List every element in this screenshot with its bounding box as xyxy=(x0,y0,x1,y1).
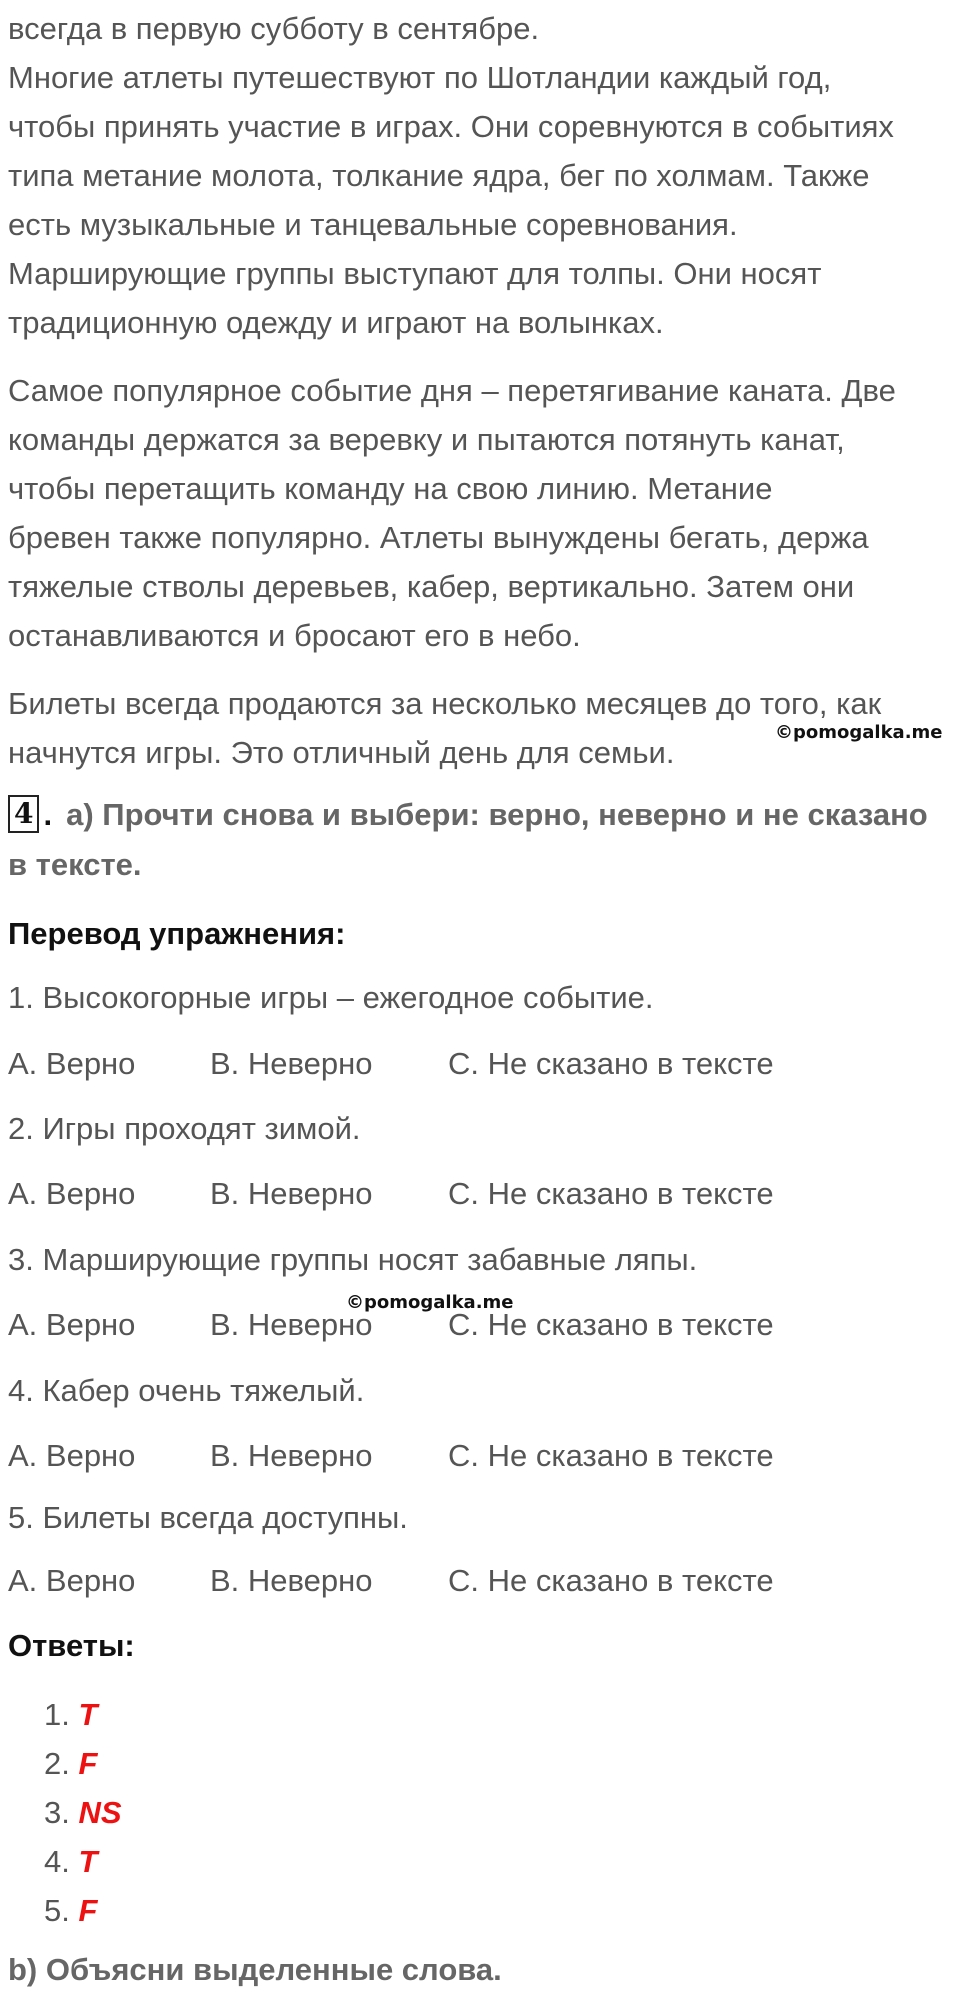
option-b: B. Неверно xyxy=(210,1438,373,1473)
paragraph-line: чтобы принять участие в играх. Они соревнуются в событиях xyxy=(8,109,894,144)
question-1: 1. Высокогорные игры – ежегодное событие. xyxy=(8,980,654,1015)
text-paragraph-2 xyxy=(8,366,958,660)
option-c: C. Не сказано в тексте xyxy=(448,1563,774,1598)
paragraph-line: тяжелые стволы деревьев, кабер, вертикально. Затем они xyxy=(8,569,855,604)
answers-title: Ответы: xyxy=(8,1628,135,1663)
answer-value: F xyxy=(78,1746,98,1781)
answer-item xyxy=(44,1690,122,1739)
option-a: A. Верно xyxy=(8,1563,136,1598)
paragraph-line: Многие атлеты путешествуют по Шотландии каждый год, xyxy=(8,60,832,95)
paragraph-line: останавливаются и бросают его в небо. xyxy=(8,618,581,653)
answer-number: 5. xyxy=(44,1893,70,1928)
answer-number: 4. xyxy=(44,1844,70,1879)
paragraph-line: команды держатся за веревку и пытаются потянуть канат, xyxy=(8,422,845,457)
paragraph-line: Самое популярное событие дня – перетягивание каната. Две xyxy=(8,373,896,408)
question-2-options xyxy=(8,1174,908,1214)
option-c: C. Не сказано в тексте xyxy=(448,1046,774,1081)
question-3: 3. Марширующие группы носят забавные ляпы. xyxy=(8,1242,698,1277)
paragraph-line: бревен также популярно. Атлеты вынуждены бегать, держа xyxy=(8,520,869,555)
option-b: B. Неверно xyxy=(210,1046,373,1081)
question-3-options xyxy=(8,1305,908,1345)
option-c: C. Не сказано в тексте xyxy=(448,1176,774,1211)
answer-value: T xyxy=(78,1844,98,1879)
paragraph-line: Билеты всегда продаются за несколько месяцев до того, как xyxy=(8,686,882,721)
paragraph-line: традиционную одежду и играют на волынках. xyxy=(8,305,664,340)
option-c: C. Не сказано в тексте xyxy=(448,1438,774,1473)
paragraph-line: начнутся игры. Это отличный день для семьи. xyxy=(8,735,675,770)
question-5: 5. Билеты всегда доступны. xyxy=(8,1500,408,1535)
paragraph-line: чтобы перетащить команду на свою линию. Метание xyxy=(8,471,773,506)
answer-value: T xyxy=(78,1697,98,1732)
option-b: B. Неверно xyxy=(210,1176,373,1211)
answer-number: 1. xyxy=(44,1697,70,1732)
option-a: A. Верно xyxy=(8,1438,136,1473)
option-c: C. Не сказано в тексте xyxy=(448,1307,774,1342)
option-a: A. Верно xyxy=(8,1176,136,1211)
task-heading-line-2: в тексте. xyxy=(8,847,142,882)
answer-value: F xyxy=(78,1893,98,1928)
option-a: A. Верно xyxy=(8,1046,136,1081)
answer-number: 3. xyxy=(44,1795,70,1830)
answer-number: 2. xyxy=(44,1746,70,1781)
task-number-box: 4 xyxy=(8,795,39,833)
task-heading xyxy=(8,790,958,890)
question-2: 2. Игры проходят зимой. xyxy=(8,1111,361,1146)
option-a: A. Верно xyxy=(8,1307,136,1342)
question-5-options xyxy=(8,1561,908,1601)
question-1-options xyxy=(8,1044,908,1084)
answer-item xyxy=(44,1788,122,1837)
translation-title: Перевод упражнения: xyxy=(8,916,346,951)
next-task-heading: b) Объясни выделенные слова. xyxy=(8,1952,502,1987)
task-heading-line-1: a) Прочти снова и выбери: верно, неверно и не сказано xyxy=(66,797,928,832)
paragraph-line: Марширующие группы выступают для толпы. Они носят xyxy=(8,256,822,291)
task-number-dot: . xyxy=(43,797,53,832)
watermark: ©pomogalka.me xyxy=(775,722,943,743)
paragraph-line: типа метание молота, толкание ядра, бег по холмам. Также xyxy=(8,158,870,193)
paragraph-line: всегда в первую субботу в сентябре. xyxy=(8,11,540,46)
watermark: ©pomogalka.me xyxy=(346,1292,514,1313)
answer-item xyxy=(44,1837,122,1886)
question-4: 4. Кабер очень тяжелый. xyxy=(8,1373,365,1408)
answer-item xyxy=(44,1739,122,1788)
answer-value: NS xyxy=(78,1795,122,1830)
question-4-options xyxy=(8,1436,908,1476)
paragraph-line: есть музыкальные и танцевальные соревнования. xyxy=(8,207,738,242)
answer-item xyxy=(44,1886,122,1935)
option-b: B. Неверно xyxy=(210,1563,373,1598)
text-paragraph-1 xyxy=(8,4,958,347)
option-b: B. Неверно xyxy=(210,1307,373,1342)
answers-list xyxy=(44,1690,122,1935)
